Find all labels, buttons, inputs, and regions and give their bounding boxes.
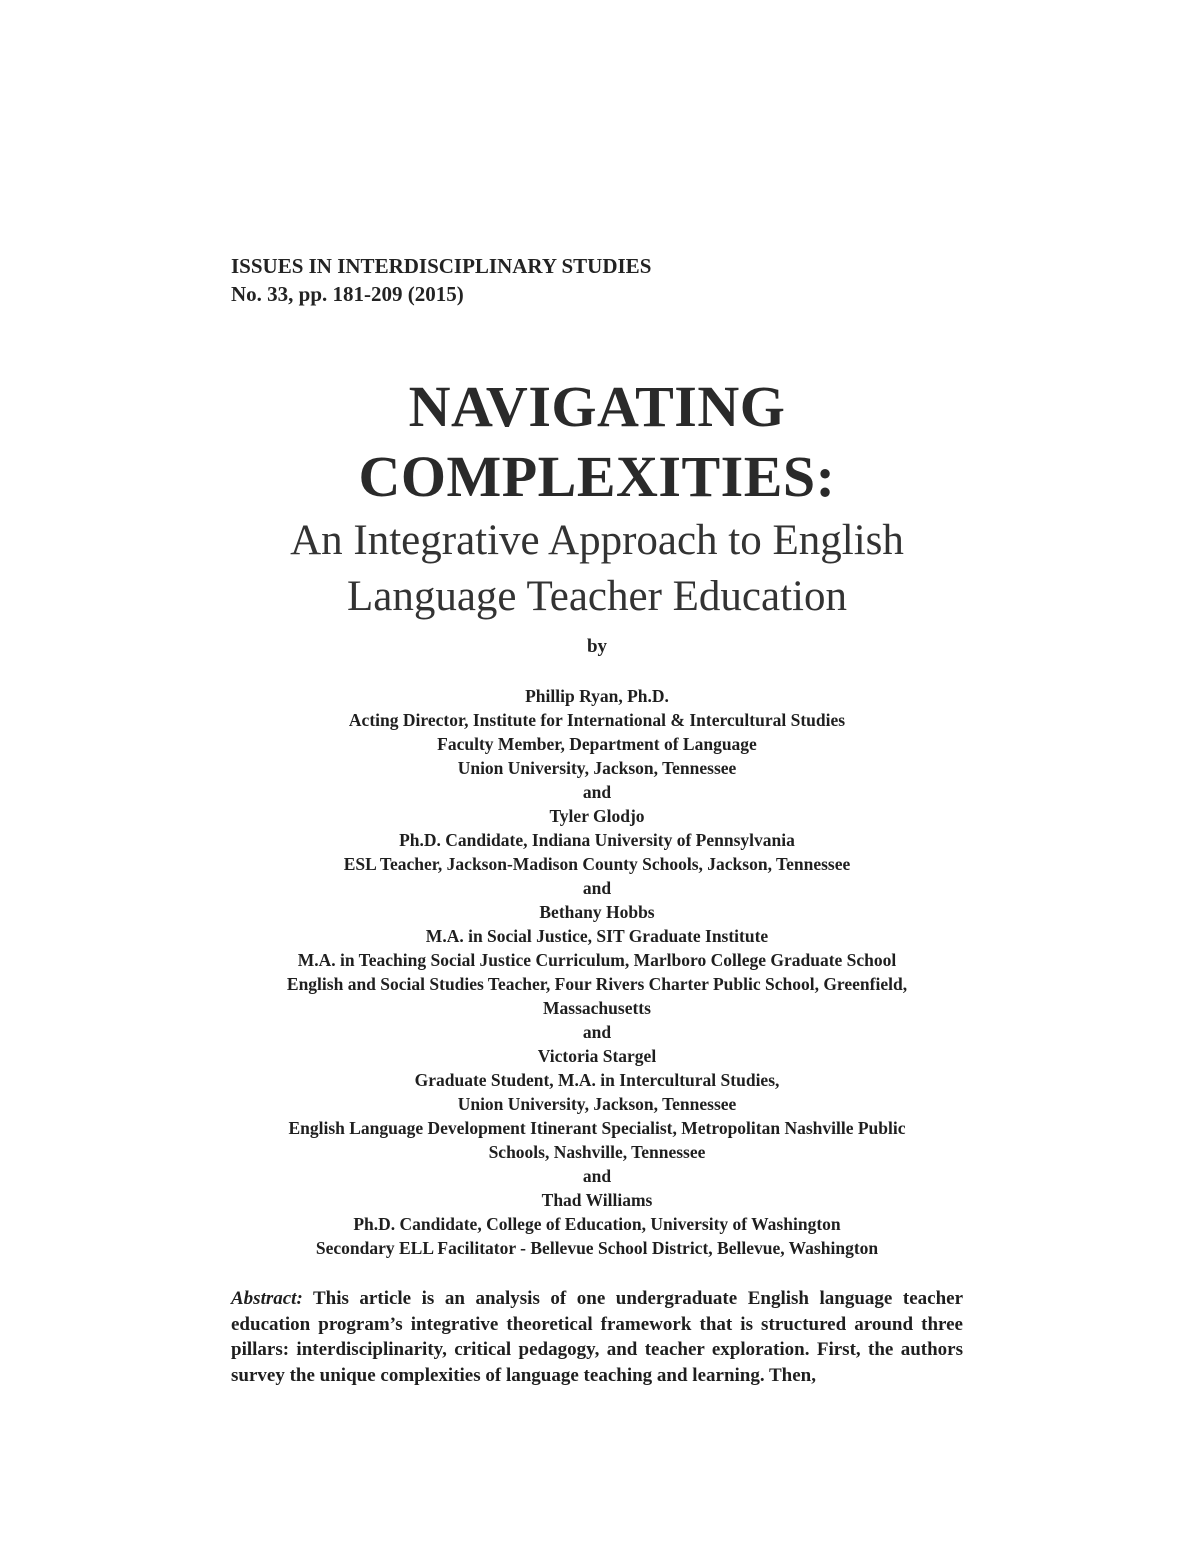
author-line: Victoria Stargel (537, 1046, 657, 1066)
author-line: Bethany Hobbs (539, 902, 655, 922)
author-separator: and (582, 878, 612, 898)
author-line: English and Social Studies Teacher, Four Rivers Charter Public School, Greenfield, (286, 974, 908, 994)
by-line: by (586, 636, 608, 657)
abstract-label: Abstract: (231, 1288, 303, 1309)
abstract-text: This article is an analysis of one undergraduate English language teacher education program’s integrative theoretical framework that is structured around three pillars: interdisciplinarity, critical pedagogy, and teacher exploration. First, the authors survey the unique complexities of language teaching and learning. Then, (231, 1288, 963, 1386)
author-separator: and (582, 1166, 612, 1186)
author-line: Faculty Member, Department of Language (437, 734, 757, 754)
author-line: Union University, Jackson, Tennessee (457, 758, 737, 778)
author-line: Acting Director, Institute for International & Intercultural Studies (348, 710, 846, 730)
author-line: Ph.D. Candidate, College of Education, University of Washington (353, 1214, 841, 1234)
author-line: Schools, Nashville, Tennessee (488, 1142, 706, 1162)
author-line: Ph.D. Candidate, Indiana University of Pennsylvania (399, 830, 795, 850)
author-line: M.A. in Teaching Social Justice Curriculum, Marlboro College Graduate School (297, 950, 897, 970)
author-line: English Language Development Itinerant Specialist, Metropolitan Nashville Public (288, 1118, 906, 1138)
abstract-paragraph (231, 1286, 963, 1388)
author-line: Tyler Glodjo (549, 806, 645, 826)
author-line: ESL Teacher, Jackson-Madison County Schools, Jackson, Tennessee (343, 854, 851, 874)
author-line: Secondary ELL Facilitator - Bellevue School District, Bellevue, Washington (315, 1238, 879, 1258)
author-line: Massachusetts (543, 998, 651, 1018)
author-line: Graduate Student, M.A. in Intercultural Studies, (414, 1070, 780, 1090)
author-line: Phillip Ryan, Ph.D. (525, 686, 669, 706)
journal-name: ISSUES IN INTERDISCIPLINARY STUDIES (231, 254, 652, 278)
subtitle-line-1: An Integrative Approach to English (290, 517, 904, 564)
title-line-2: COMPLEXITIES: (358, 444, 836, 509)
title-block (0, 372, 1194, 624)
author-line: Thad Williams (541, 1190, 653, 1210)
journal-header (231, 252, 651, 308)
subtitle-line-2: Language Teacher Education (346, 573, 847, 620)
journal-citation: No. 33, pp. 181-209 (2015) (231, 282, 464, 306)
author-line: Union University, Jackson, Tennessee (457, 1094, 737, 1114)
author-list (200, 684, 994, 1260)
author-separator: and (582, 782, 612, 802)
author-line: M.A. in Social Justice, SIT Graduate Institute (425, 926, 769, 946)
title-line-1: NAVIGATING (408, 374, 786, 439)
author-separator: and (582, 1022, 612, 1042)
